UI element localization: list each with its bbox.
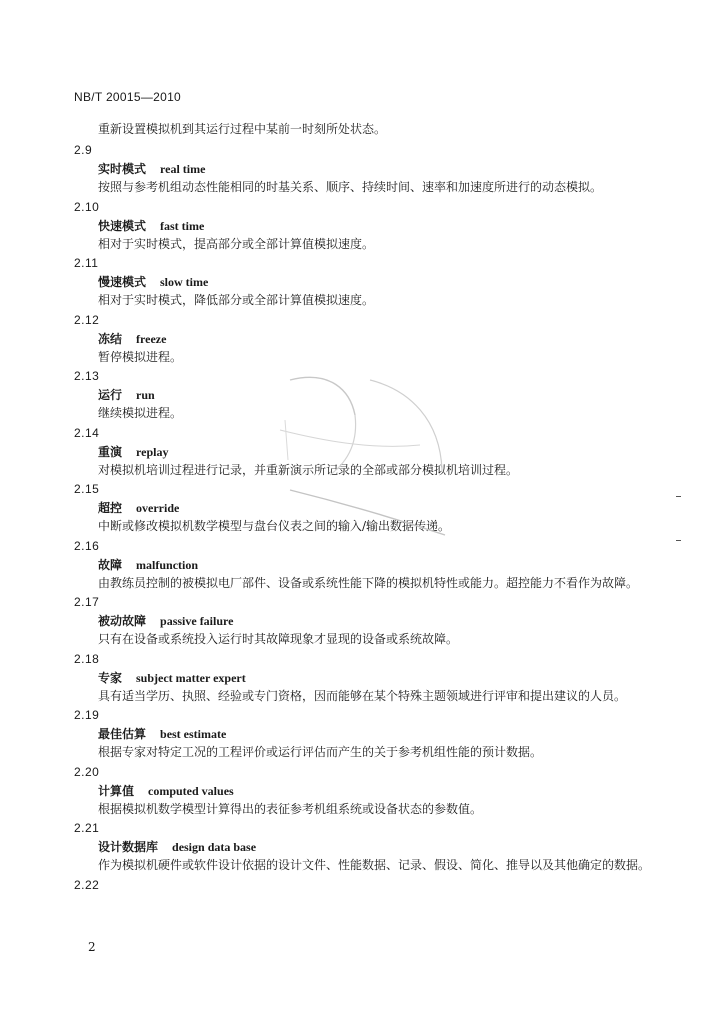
term-entry — [0, 198, 724, 254]
term-entry — [0, 650, 724, 706]
clause-number: 2.21 — [74, 821, 100, 835]
term-entries-list — [0, 141, 724, 895]
term-english: malfunction — [136, 557, 199, 572]
clause-number: 2.9 — [74, 143, 93, 157]
term-definition: 继续模拟进程。 — [98, 406, 183, 420]
term-chinese: 被动故障 — [98, 614, 147, 628]
term-chinese: 超控 — [98, 501, 123, 515]
term-chinese: 最佳估算 — [98, 727, 147, 741]
clause-number: 2.15 — [74, 482, 100, 496]
term-english: run — [136, 388, 155, 402]
term-heading — [0, 725, 724, 743]
term-definition: 根据模拟机数学模型计算得出的表征参考机组系统或设备状态的参数值。 — [98, 801, 483, 816]
term-english: slow time — [160, 275, 209, 289]
clause-number: 2.18 — [74, 651, 100, 666]
term-definition: 按照与参考机组动态性能相同的时基关系、顺序、持续时间、速率和加速度所进行的动态模拟。 — [98, 180, 603, 194]
term-definition: 根据专家对特定工况的工程评价或运行评估而产生的关于参考机组性能的预计数据。 — [98, 745, 543, 759]
clause-number: 2.14 — [74, 425, 100, 440]
term-entry — [0, 141, 724, 197]
term-definition: 由教练员控制的被模拟电厂部件、设备或系统性能下降的模拟机特性或能力。超控能力不看作为故障。 — [98, 575, 639, 590]
term-entry — [0, 254, 724, 310]
term-heading — [0, 838, 724, 856]
term-english: fast time — [160, 218, 205, 233]
term-entry — [0, 763, 724, 819]
term-definition: 暂停模拟进程。 — [98, 349, 183, 364]
clause-number: 2.22 — [74, 877, 100, 892]
term-chinese: 快速模式 — [98, 218, 147, 233]
clause-number: 2.17 — [74, 595, 100, 609]
clause-number: 2.12 — [74, 312, 100, 327]
clause-number: 2.11 — [74, 256, 99, 270]
term-english: subject matter expert — [136, 670, 246, 685]
term-chinese: 冻结 — [98, 331, 123, 346]
term-heading — [0, 669, 724, 687]
term-heading — [0, 782, 724, 800]
clause-number: 2.10 — [74, 199, 100, 214]
term-english: real time — [160, 162, 206, 176]
clause-number: 2.19 — [74, 708, 100, 722]
term-entry — [0, 480, 724, 536]
term-chinese: 运行 — [98, 388, 123, 402]
term-heading — [0, 217, 724, 235]
term-chinese: 设计数据库 — [98, 840, 159, 854]
term-definition: 作为模拟机硬件或软件设计依据的设计文件、性能数据、记录、假设、简化、推导以及其他确定的数据。 — [98, 858, 651, 872]
term-heading — [0, 499, 724, 517]
page-number: 2 — [88, 940, 96, 954]
term-definition: 相对于实时模式，提高部分或全部计算值模拟速度。 — [98, 236, 375, 251]
standard-code-header: NB/T 20015—2010 — [74, 90, 182, 104]
clause-number: 2.13 — [74, 369, 100, 383]
continued-definition: 重新设置模拟机到其运行过程中某前一时刻所处状态。 — [98, 122, 387, 136]
term-definition: 只有在设备或系统投入运行时其故障现象才显现的设备或系统故障。 — [98, 632, 459, 646]
term-english: passive failure — [160, 614, 234, 628]
term-entry — [0, 537, 724, 593]
term-entry — [0, 706, 724, 762]
term-definition: 相对于实时模式，降低部分或全部计算值模拟速度。 — [98, 293, 375, 307]
term-heading — [0, 443, 724, 461]
term-heading — [0, 273, 724, 291]
term-definition: 具有适当学历、执照、经验或专门资格，因而能够在某个特殊主题领域进行评审和提出建议的人员。 — [98, 688, 627, 703]
term-entry — [0, 367, 724, 423]
term-english: replay — [136, 444, 169, 459]
term-definition: 对模拟机培训过程进行记录，并重新演示所记录的全部或部分模拟机培训过程。 — [98, 462, 519, 477]
term-chinese: 慢速模式 — [98, 275, 147, 289]
margin-tick — [676, 496, 681, 497]
term-heading — [0, 386, 724, 404]
clause-number: 2.20 — [74, 764, 100, 779]
term-chinese: 故障 — [98, 557, 123, 572]
term-english: design data base — [172, 840, 257, 854]
term-definition: 中断或修改模拟机数学模型与盘台仪表之间的输入/输出数据传递。 — [98, 519, 451, 533]
margin-tick — [676, 540, 681, 541]
term-chinese: 实时模式 — [98, 162, 147, 176]
term-english: freeze — [136, 331, 167, 346]
term-entry — [0, 311, 724, 367]
term-entry — [0, 424, 724, 480]
term-chinese: 专家 — [98, 670, 123, 685]
term-entry — [0, 819, 724, 875]
term-english: override — [136, 501, 180, 515]
term-heading — [0, 612, 724, 630]
term-heading — [0, 160, 724, 178]
term-heading — [0, 556, 724, 574]
term-english: computed values — [148, 783, 234, 798]
term-entry — [0, 593, 724, 649]
term-chinese: 重演 — [98, 444, 123, 459]
term-chinese: 计算值 — [98, 783, 135, 798]
term-heading — [0, 330, 724, 348]
term-english: best estimate — [160, 727, 227, 741]
clause-number: 2.16 — [74, 538, 100, 553]
